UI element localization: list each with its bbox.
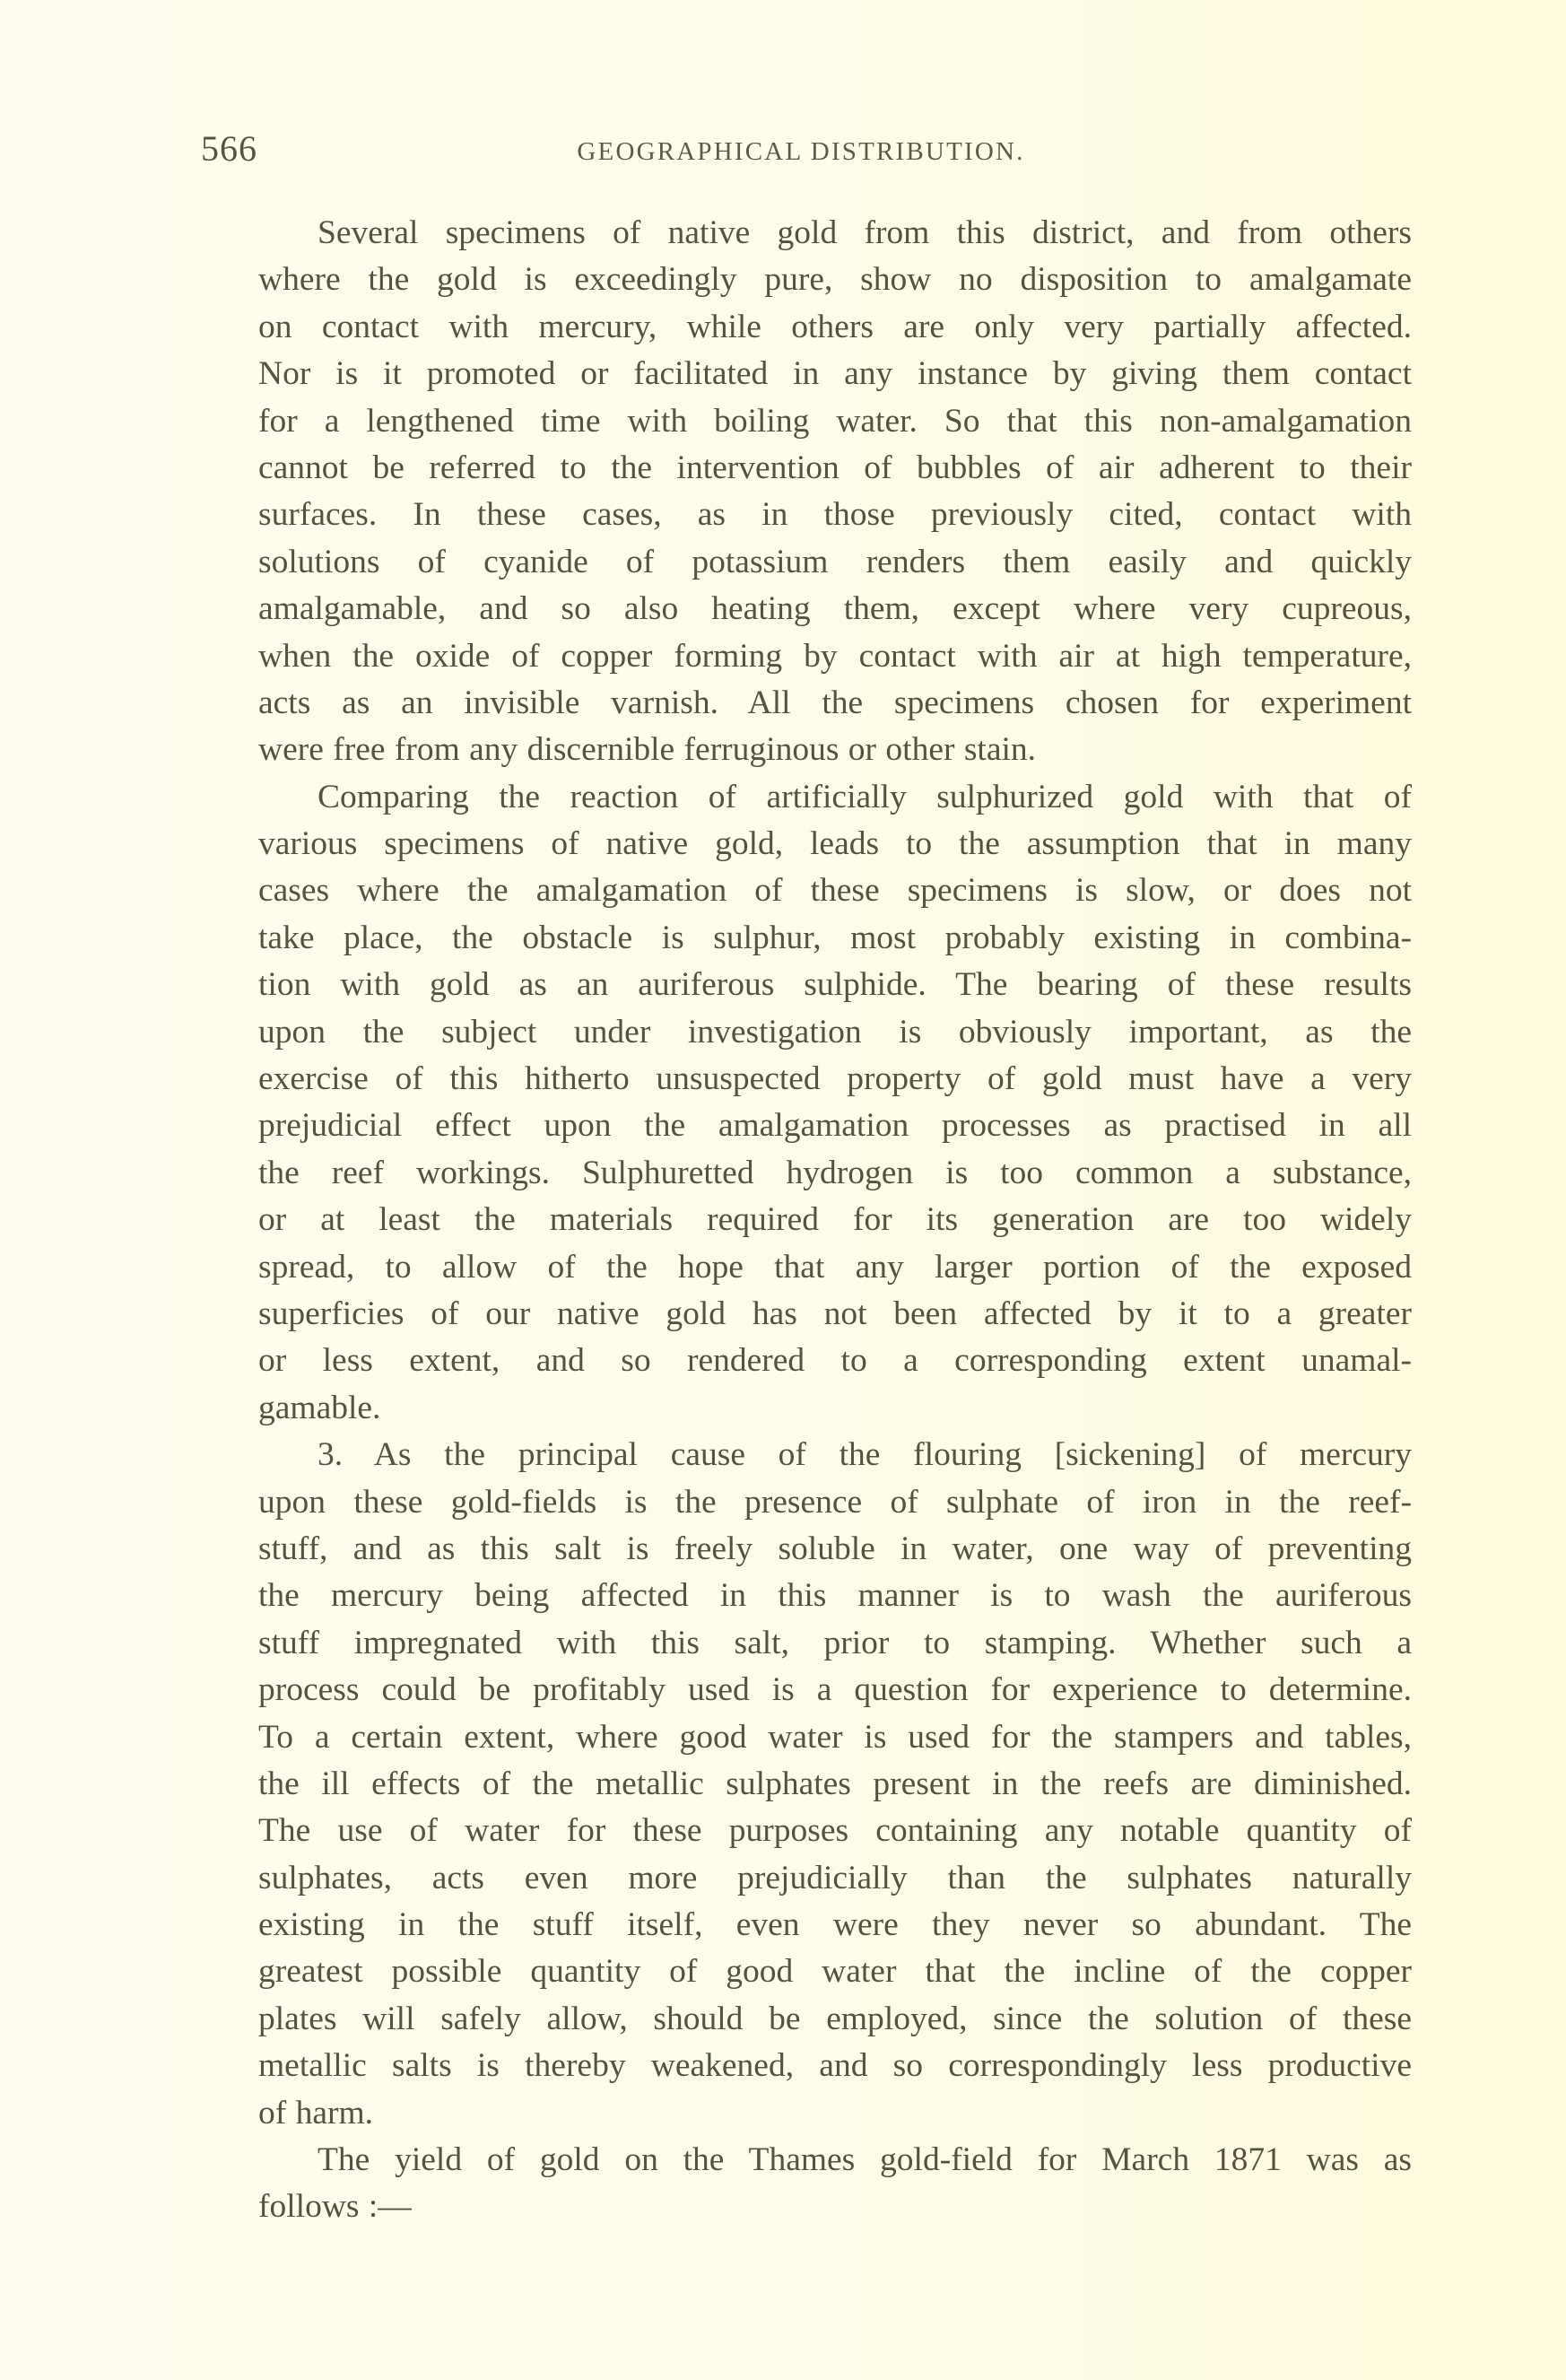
text-line: the mercury being affected in this manner is to wash the auriferous (258, 1577, 1412, 1615)
text-line: The yield of gold on the Thames gold-field for March 1871 was as (318, 2141, 1412, 2179)
page-number: 566 (201, 128, 257, 169)
text-line: To a certain extent, where good water is used for the stampers and tables, (258, 1718, 1412, 1756)
text-line: upon the subject under investigation is obviously important, as the (258, 1013, 1412, 1051)
text-line: on contact with mercury, while others are only very partially affected. (258, 308, 1412, 345)
text-line: take place, the obstacle is sulphur, most probably existing in combina- (258, 919, 1412, 956)
text-line: were free from any discernible ferruginous or other stain. (258, 731, 1037, 769)
text-line: acts as an invisible varnish. All the specimens chosen for experiment (258, 684, 1412, 721)
text-line: of harm. (258, 2094, 374, 2132)
text-line: greatest possible quantity of good water that the incline of the copper (258, 1953, 1412, 1991)
paragraph-sulphurized-gold (199, 774, 1412, 1432)
paragraph-thames-yield (199, 2137, 1412, 2231)
text-line: plates will safely allow, should be employed, since the solution of these (258, 2000, 1412, 2037)
text-line: or at least the materials required for its generation are too widely (258, 1201, 1412, 1239)
text-line: stuff impregnated with this salt, prior to stamping. Whether such a (258, 1624, 1412, 1661)
text-line: follows :— (258, 2188, 412, 2226)
text-line: surfaces. In these cases, as in those previously cited, contact with (258, 496, 1412, 534)
body-text (199, 210, 1412, 2231)
text-line: amalgamable, and so also heating them, except where very cupreous, (258, 590, 1412, 628)
text-line: metallic salts is thereby weakened, and so correspondingly less productive (258, 2047, 1412, 2085)
text-line: upon these gold-fields is the presence of sulphate of iron in the reef- (258, 1483, 1412, 1521)
text-line: when the oxide of copper forming by contact with air at high temperature, (258, 637, 1412, 675)
text-line: existing in the stuff itself, even were they never so abundant. The (258, 1906, 1412, 1944)
paragraph-native-gold-specimens (199, 210, 1412, 774)
text-line: Comparing the reaction of artificially sulphurized gold with that of (318, 778, 1412, 815)
text-line: various specimens of native gold, leads to the assumption that in many (258, 825, 1412, 863)
text-line: exercise of this hitherto unsuspected property of gold must have a very (258, 1060, 1412, 1098)
text-line: Several specimens of native gold from this district, and from others (318, 214, 1412, 251)
text-line: cannot be referred to the intervention of bubbles of air adherent to their (258, 449, 1412, 486)
text-line: gamable. (258, 1389, 381, 1426)
text-line: where the gold is exceedingly pure, show no disposition to amalgamate (258, 261, 1412, 299)
text-line: solutions of cyanide of potassium renders them easily and quickly (258, 543, 1412, 580)
text-line: 3. As the principal cause of the flouring [sickening] of mercury (318, 1436, 1412, 1474)
paragraph-flouring-of-mercury (199, 1432, 1412, 2137)
text-line: or less extent, and so rendered to a corresponding extent unamal- (258, 1342, 1412, 1380)
text-line: tion with gold as an auriferous sulphide. The bearing of these results (258, 966, 1412, 1004)
text-line: Nor is it promoted or facilitated in any instance by giving them contact (258, 355, 1412, 393)
text-line: for a lengthened time with boiling water. So that this non-amalgamation (258, 402, 1412, 440)
text-line: the ill effects of the metallic sulphates present in the reefs are diminished. (258, 1765, 1412, 1802)
running-title: GEOGRAPHICAL DISTRIBUTION. (577, 137, 1025, 166)
text-line: superficies of our native gold has not been affected by it to a greater (258, 1295, 1412, 1332)
text-line: spread, to allow of the hope that any larger portion of the exposed (258, 1248, 1412, 1286)
text-line: the reef workings. Sulphuretted hydrogen is too common a substance, (258, 1154, 1412, 1191)
text-line: stuff, and as this salt is freely soluble in water, one way of preventing (258, 1530, 1412, 1567)
text-line: cases where the amalgamation of these specimens is slow, or does not (258, 872, 1412, 910)
text-line: The use of water for these purposes containing any notable quantity of (258, 1812, 1412, 1850)
text-line: process could be profitably used is a question for experience to determine. (258, 1671, 1412, 1709)
text-line: prejudicial effect upon the amalgamation processes as practised in all (258, 1107, 1412, 1145)
text-line: sulphates, acts even more prejudicially than the sulphates naturally (258, 1859, 1412, 1896)
running-head (199, 124, 1412, 178)
